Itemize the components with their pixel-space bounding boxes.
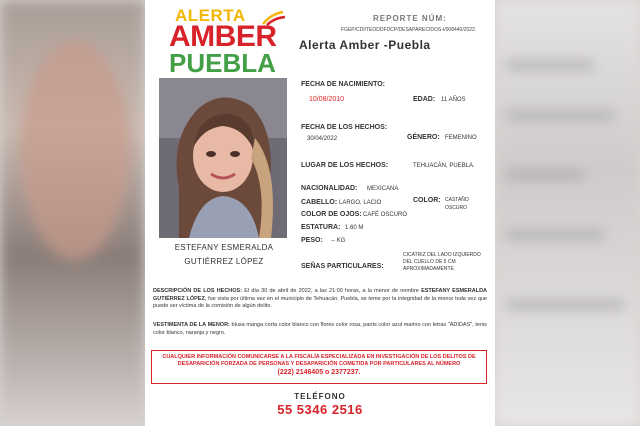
senas-label: SEÑAS PARTICULARES: [301, 263, 384, 270]
alerta-amber-logo [165, 6, 305, 76]
ojos-value: CAFÉ OSCURO [363, 212, 408, 218]
cabello-label: CABELLO: [301, 199, 338, 206]
logo-line-puebla: PUEBLA [169, 48, 276, 78]
descripcion-text-a: El día 30 de abril de 2022, a las 21:00 horas, a la menor de nombre [242, 288, 422, 294]
estatura-value: 1.60 M [345, 225, 364, 231]
senas-value: CICATRIZ DEL LADO IZQUIERDO DEL CUELLO DE 5 CM APROXIMADAMENTE. [403, 252, 481, 272]
genero-label: GÉNERO: [407, 134, 440, 141]
folio-number: FGEP/CDI/TEODDFDCP/DESAPARECIDOS-I/008440/2022. [341, 27, 477, 33]
fecha-hechos-label: FECHA DE LOS HECHOS: [301, 124, 388, 131]
page-title: Alerta Amber -Puebla [299, 38, 431, 52]
logo-line-alerta: ALERTA [175, 6, 246, 25]
contact-alert-box [151, 350, 487, 384]
fecha-nacimiento-label: FECHA DE NACIMIENTO: [301, 81, 385, 88]
genero-value: FEMENINO [445, 135, 477, 141]
victim-name-line2: GUTIÉRREZ LÓPEZ [184, 257, 264, 266]
contact-alert-phones: (222) 2146405 o 2377237. [277, 369, 361, 376]
descripcion-name: ESTEFANY ESMERALDA GUTIÉRREZ LÓPEZ [153, 288, 488, 302]
cabello-value: LARGO, LACIO [339, 200, 382, 206]
fecha-nacimiento-value: 10/08/2010 [309, 96, 345, 103]
telefono-number[interactable]: 55 5346 2516 [277, 402, 363, 417]
reporte-label: REPORTE NÚM: [373, 14, 447, 23]
lugar-value: TEHUACÁN, PUEBLA. [413, 163, 475, 169]
descripcion-label: DESCRIPCIÓN DE LOS HECHOS: [153, 288, 243, 294]
edad-value: 11 AÑOS [441, 97, 466, 103]
victim-name-line1: ESTEFANY ESMERALDA [174, 243, 274, 252]
alert-poster [145, 0, 495, 426]
estatura-label: ESTATURA: [301, 224, 341, 231]
fecha-hechos-value: 30/04/2022 [307, 136, 338, 142]
nacionalidad-value: MEXICANA [367, 186, 399, 192]
missing-person-photo [159, 78, 287, 238]
contact-alert-text: CUALQUIER INFORMACIÓN COMUNICARSE A LA FISCALÍA ESPECIALIZADA EN INVESTIGACIÓN DE LOS DELITOS DE DESAPARICIÓN FORZADA DE PERSONAS Y DESAPARICIÓN COMETIDA POR PARTICULARES AL NÚMERO [162, 354, 476, 367]
peso-label: PESO: [301, 237, 323, 244]
vestimenta-paragraph [153, 322, 487, 337]
vestimenta-label: VESTIMENTA DE LA MENOR: [153, 322, 230, 328]
blurred-background-left [0, 0, 145, 426]
peso-value: -- KG [331, 238, 346, 244]
telefono-label: TELÉFONO [294, 392, 346, 401]
descripcion-text-b: , fue vista por última vez en el municipio de Tehuacán, Puebla, se teme por la integridad de la menor toda vez que puede ser víctima de la comisión de algún delito. [153, 295, 487, 309]
color-value-line1: CASTAÑO [445, 197, 469, 203]
vestimenta-text: blusa manga corta color blanco con flores color rosa, pants color azul marino con letras "ADIDAS", tenis color blanco, naranja y negro. [153, 322, 487, 336]
edad-label: EDAD: [413, 96, 436, 103]
descripcion-paragraph [153, 288, 487, 311]
ojos-label: COLOR DE OJOS: [301, 211, 362, 218]
logo-line-amber: AMBER [169, 20, 277, 53]
blurred-background-right [495, 0, 640, 426]
nacionalidad-label: NACIONALIDAD: [301, 185, 358, 192]
lugar-label: LUGAR DE LOS HECHOS: [301, 162, 389, 169]
color-label: COLOR: [413, 197, 441, 204]
color-value-line2: OSCURO [445, 205, 467, 211]
